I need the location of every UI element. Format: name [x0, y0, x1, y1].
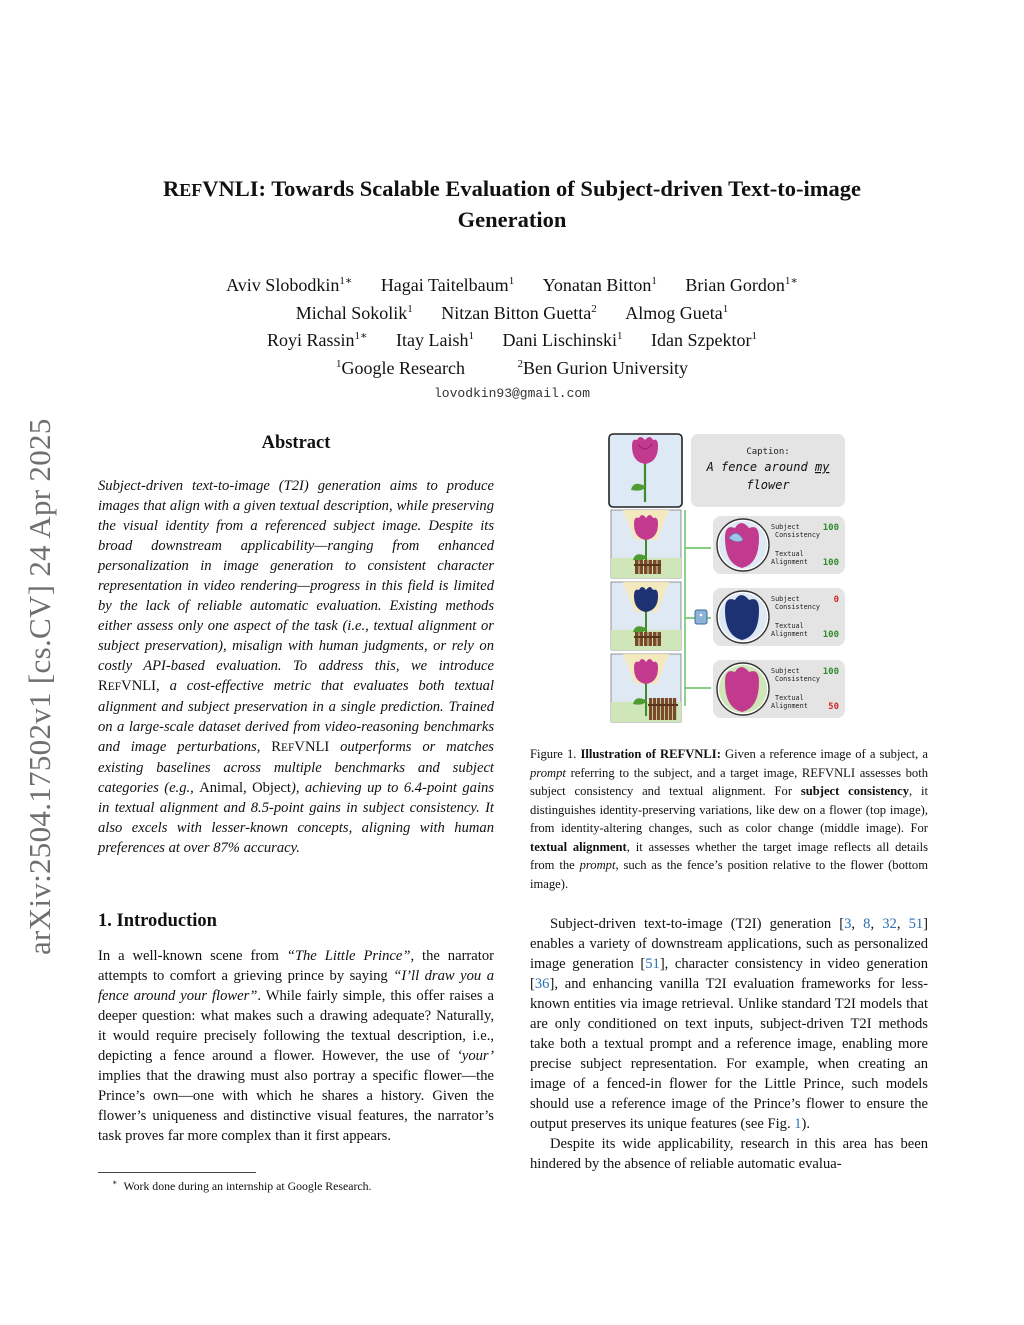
author: Idan Szpektor$^1$ — [651, 330, 757, 350]
author-row-2 — [100, 298, 924, 326]
author-row-3 — [100, 325, 924, 353]
citation-link[interactable]: 32 — [882, 916, 897, 932]
target-row — [611, 654, 845, 722]
subject-consistency-label: Subject Consistency — [771, 523, 821, 539]
title-name-ef: EF — [179, 180, 203, 200]
title-line-1: VNLI: Towards Scalable Evaluation of Subject-driven Text-to-image — [202, 176, 862, 201]
author: Hagai Taitelbaum$^1$ — [380, 275, 515, 295]
contact-email[interactable]: lovodkin93@gmail.com — [433, 386, 591, 401]
affiliations — [100, 353, 924, 381]
author-block — [100, 270, 924, 406]
target-image — [611, 654, 681, 722]
textual-alignment-score: 100 — [822, 558, 839, 568]
caption-panel — [691, 434, 845, 507]
figure-1-illustration — [605, 430, 850, 732]
title-line-2: Generation — [457, 207, 567, 232]
category-object: Object — [252, 780, 291, 796]
target-image — [611, 510, 681, 578]
author: Nitzan Bitton Guetta$^2$ — [441, 302, 597, 323]
subject-consistency-label: Subject Consistency — [771, 667, 821, 683]
affiliation-2: $^2$Ben Gurion University — [517, 357, 688, 378]
svg-text:A fence around my — [706, 460, 831, 474]
score-panel — [713, 516, 845, 574]
arxiv-identifier: arXiv:2504.17502v1 [cs.CV] 24 Apr 2025 — [22, 418, 57, 955]
author-row-1 — [100, 270, 924, 298]
footnote: ∗ Work done during an internship at Google Research. — [112, 1178, 372, 1193]
subject-consistency-score: 100 — [822, 667, 839, 677]
textual-alignment-label: Textual Alignment — [771, 622, 808, 638]
textual-alignment-score: 100 — [822, 630, 839, 640]
target-row — [611, 510, 845, 578]
subject-consistency-score: 0 — [833, 595, 839, 605]
subject-consistency-score: 100 — [822, 523, 839, 533]
author: Itay Laish$^1$ — [396, 330, 474, 350]
intro-right-column — [530, 914, 928, 1174]
title-name-r: R — [162, 176, 180, 201]
citation-link[interactable]: 8 — [863, 916, 871, 932]
target-image — [611, 582, 681, 650]
figure-link[interactable]: 1 — [794, 1116, 802, 1132]
paragraph: Despite its wide applicability, research in this area has been hindered by the absence of reliable automatic evalua- — [530, 1136, 928, 1172]
section-heading-introduction: 1. Introduction — [98, 911, 217, 931]
subject-consistency-label: Subject Consistency — [771, 595, 821, 611]
reference-image — [609, 434, 682, 507]
citation-link[interactable]: 51 — [645, 956, 660, 972]
figure-1-caption: Figure 1. Illustration of REFVNLI: Given a reference image of a subject, a prompt referring to the subject, and a target image, REFVNLI assesses both subject consistency and textual alignment. For subject consistency, it distinguishes identity-preserving variations, like dew on a flower (top image), from identity-altering changes, such as color change (middle image). For textual alignment, it assesses whether the target image reflects all details from the prompt, such as the fence’s position relative to the flower (bottom image). — [530, 747, 929, 891]
author: Royi Rassin$^{1∗}$ — [267, 330, 368, 350]
intro-paragraph: In a well-known scene from “The Little Prince”, the narrator attempts to comfort a grieving prince by saying “I’ll draw you a fence around your flower”. While fairly simple, this offer raises a deeper question: what makes such a drawing adequate? Naturally, it would require precisely following the textual description, i.e., depicting a fence around a flower. However, the use of ‘your’ implies that the drawing must also portray a specific flower—the Prince’s own—one with which he shares a history. Given the flower’s uniqueness and distinctive visual features, the narrator’s task proves far more complex than it first appears. — [98, 948, 494, 1144]
author: Brian Gordon$^{1∗}$ — [685, 275, 798, 295]
caption-label: Caption: — [746, 447, 790, 457]
affiliation-1: $^1$Google Research — [336, 357, 465, 378]
citation-link[interactable]: 3 — [844, 916, 852, 932]
textual-alignment-label: Textual Alignment — [771, 694, 808, 710]
category-animal: Animal — [199, 780, 243, 796]
abstract-body: Subject-driven text-to-image (T2I) generation aims to produce images that align with a given textual description, while preserving the visual identity from a referenced subject image. Despite its broad downstream applicability—ranging from enhanced personalization in image generation to consistent character representation in video rendering—progress in this field is limited by the lack of reliable automatic evaluation. Existing methods either assess only one aspect of the task (i.e., textual alignment or subject preservation), misalign with human judgments, or rely on costly API-based evaluation. To address this, we introduce REFVNLI, a cost-effective metric that evaluates both textual alignment and subject preservation in a single prediction. Trained on a large-scale dataset derived from video-reasoning benchmarks and image perturbations, REFVNLI outperforms or matches existing baselines across multiple benchmarks and subject categories (e.g., Animal, Object), achieving up to 6.4-point gains in textual alignment and 8.5-point gains in subject consistency. It also excels with lesser-known concepts, aligning with human preferences at over 87% accuracy. — [98, 478, 495, 856]
refvnli-name: REFVNLI — [98, 678, 157, 694]
paper-title — [100, 174, 924, 235]
textual-alignment-label: Textual Alignment — [771, 550, 808, 566]
textual-alignment-score: 50 — [828, 702, 839, 712]
target-row — [611, 582, 845, 650]
refvnli-name: REFVNLI — [271, 739, 330, 755]
caption-line-2: flower — [746, 478, 790, 492]
author: Almog Gueta$^1$ — [625, 302, 729, 323]
author: Michal Sokolik$^1$ — [295, 302, 413, 323]
author: Dani Lischinski$^1$ — [502, 330, 623, 350]
score-panel — [713, 588, 845, 646]
caption-line-1: A fence around — [706, 460, 808, 474]
citation-link[interactable]: 36 — [534, 976, 550, 992]
score-panel — [713, 660, 845, 718]
citation-link[interactable]: 51 — [908, 916, 924, 932]
abstract-heading: Abstract — [261, 433, 331, 453]
author: Aviv Slobodkin$^{1∗}$ — [226, 275, 353, 295]
paragraph: Subject-driven text-to-image (T2I) generation [3, 8, 32, 51] enables a variety of downstream applications, such as personalized image generation [51], character consistency in video generation [36], and enhancing vanilla T2I evaluation frameworks for less-known entities via image retrieval. Unlike standard T2I models that are only conditioned on text inputs, subject-driven T2I methods take both a textual prompt and a reference image, enabling more precise subject representation. For example, when creating an image of a fenced-in flower for the Little Prince, such models should use a reference image of the Prince’s flower to ensure the output preserves its unique features (see Fig. 1). — [530, 916, 929, 1132]
caption-my: my — [814, 460, 830, 474]
footnote-rule — [98, 1172, 256, 1173]
author: Yonatan Bitton$^1$ — [542, 275, 657, 295]
